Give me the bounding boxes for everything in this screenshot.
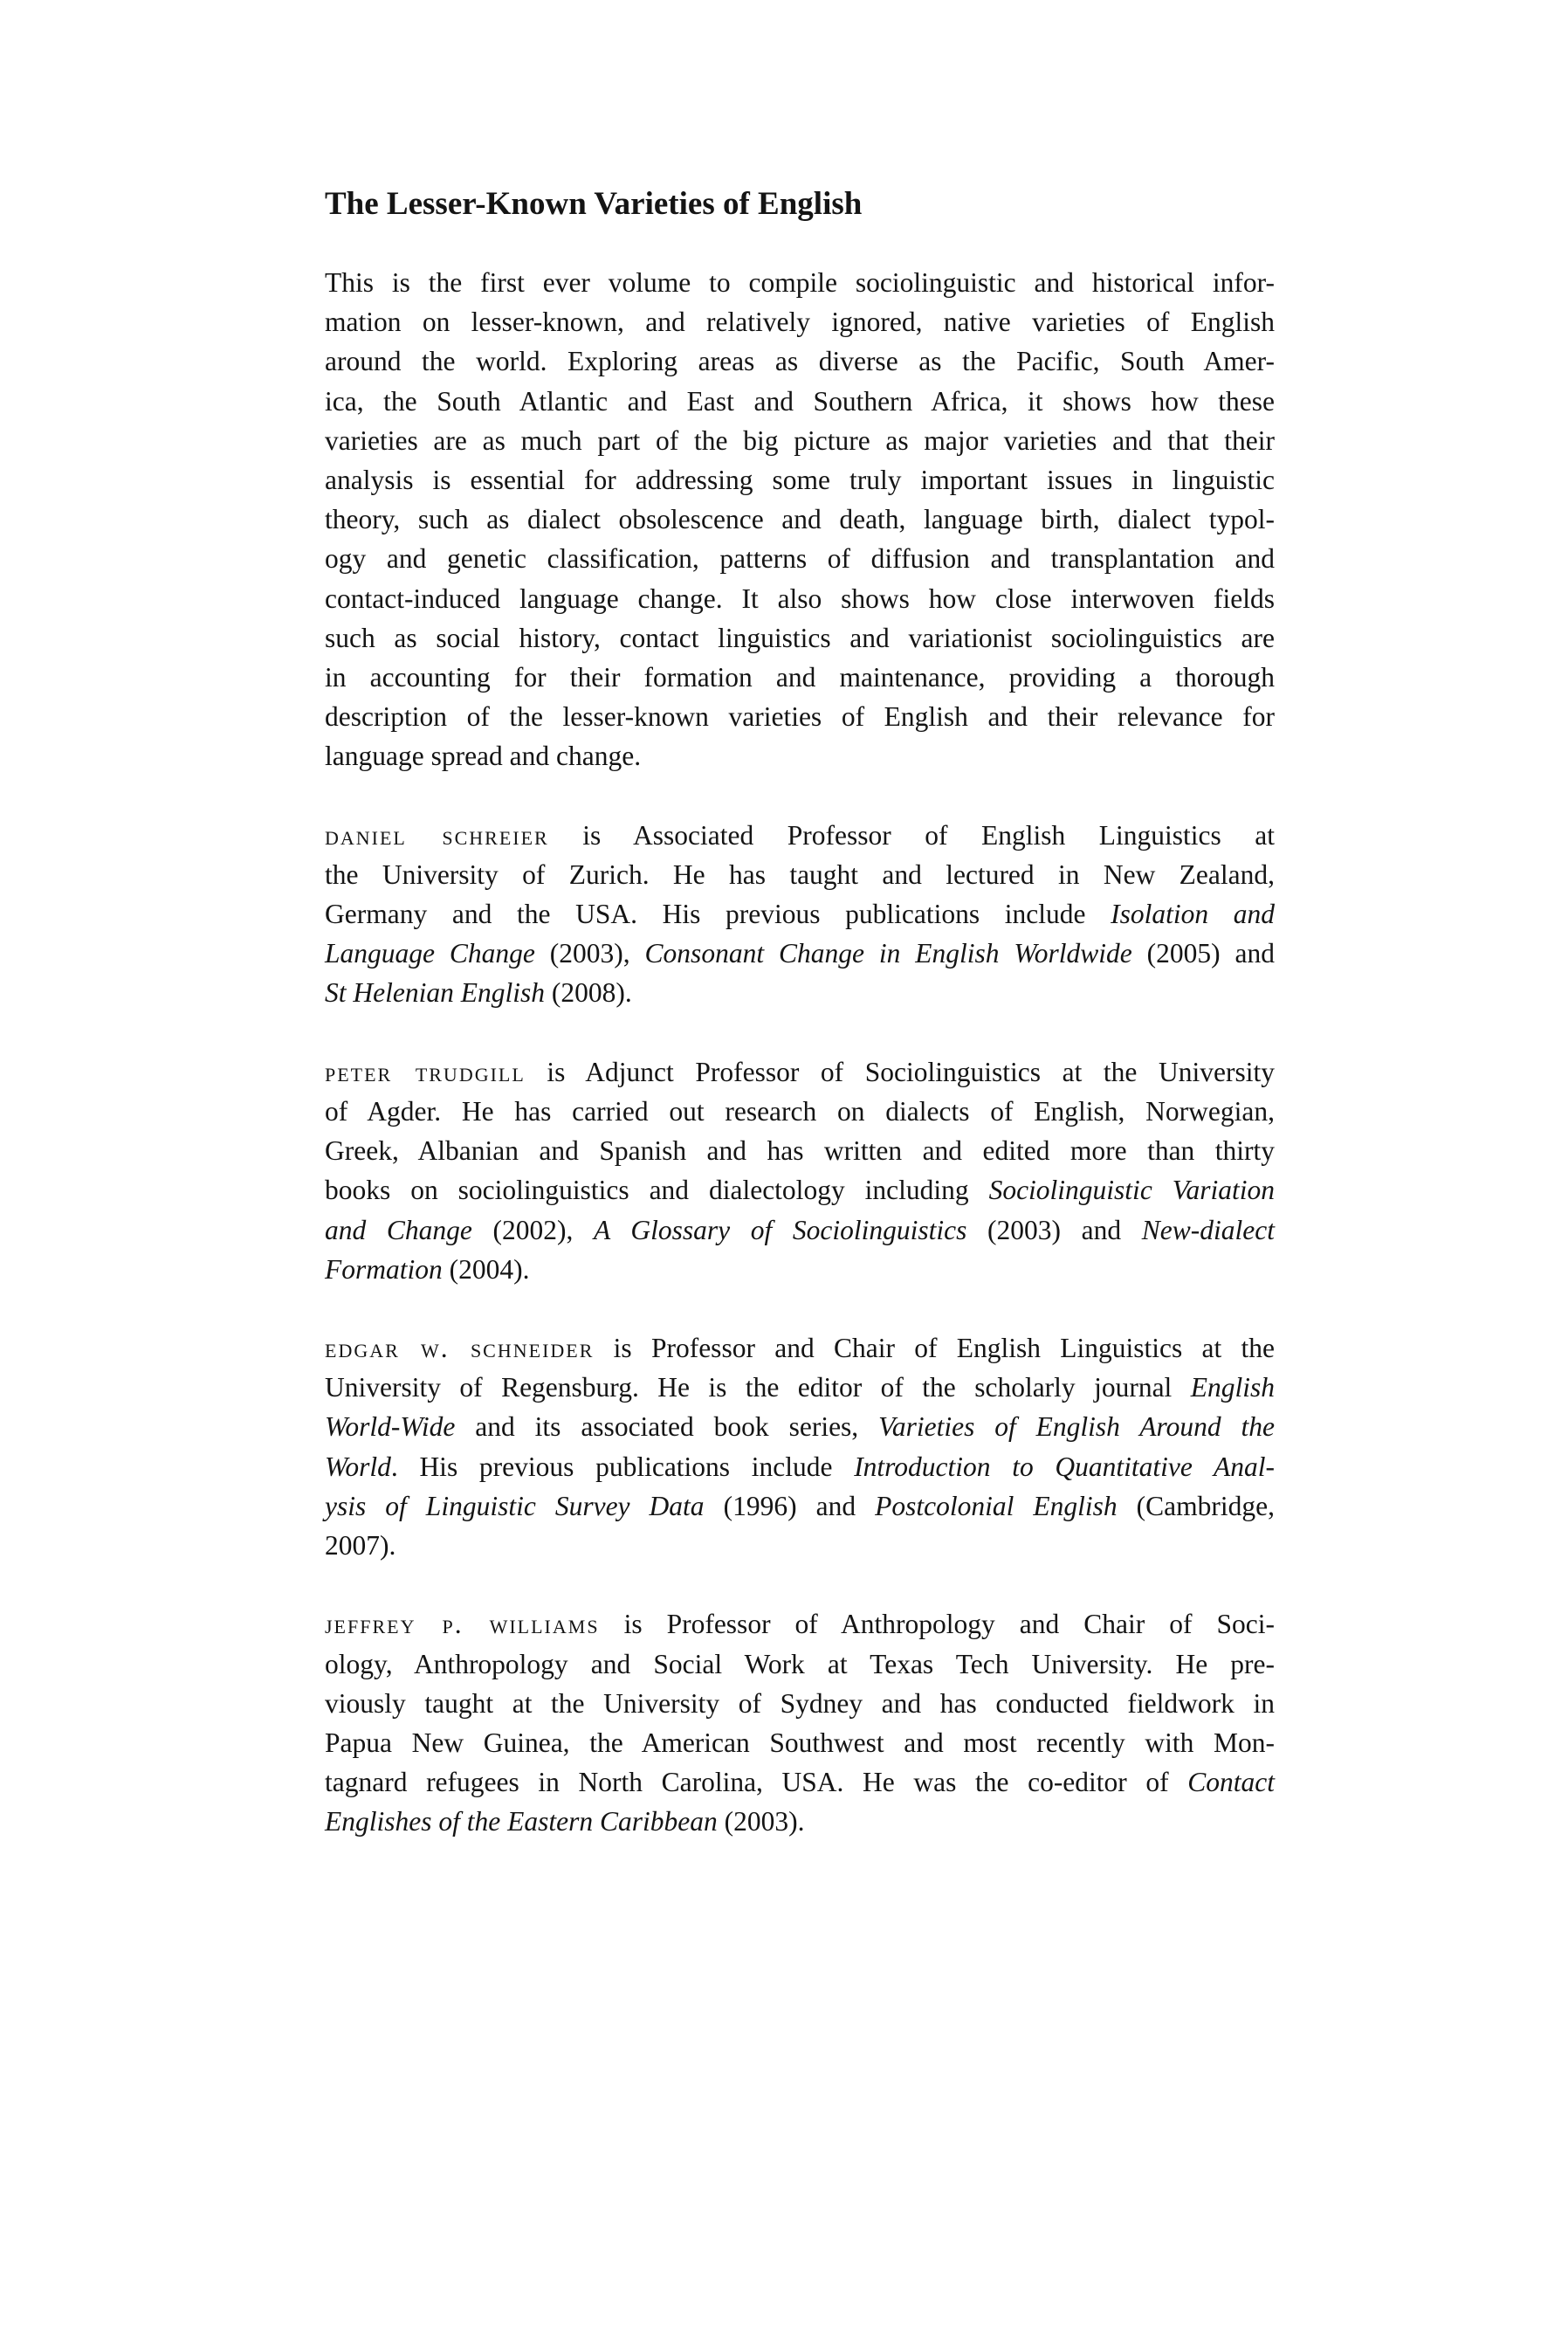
text-segment: (1996) and	[704, 1490, 876, 1521]
text-line	[325, 1486, 1275, 1526]
text-line	[325, 1447, 1275, 1486]
text-segment: (2004).	[442, 1253, 530, 1285]
text-line	[325, 1802, 1275, 1841]
text-segment: language spread and change.	[325, 741, 642, 772]
text-line	[325, 579, 1275, 618]
bio-edgar-schneider	[325, 1328, 1275, 1565]
text-segment: (2003) and	[966, 1214, 1142, 1245]
text-segment: (Cambridge,	[1117, 1490, 1275, 1521]
text-line	[325, 1684, 1275, 1723]
page-body	[325, 263, 1275, 1881]
text-line	[325, 1328, 1275, 1368]
text-line	[325, 1407, 1275, 1446]
text-segment: This is the first ever volume to compile sociolinguistic and historical infor-	[325, 267, 1275, 298]
text-segment: mation on lesser-known, and relatively ignored, native varieties of English	[325, 307, 1275, 338]
bio-jeffrey-williams	[325, 1604, 1275, 1841]
text-line	[325, 421, 1275, 460]
text-segment: in accounting for their formation and maintenance, providing a thorough	[325, 661, 1275, 693]
text-segment: is Professor of Anthropology and Chair of Soci-	[599, 1609, 1275, 1640]
italic-title: Varieties of English Around the	[878, 1411, 1275, 1443]
italic-title: Postcolonial English	[875, 1490, 1118, 1521]
italic-title: English	[1190, 1372, 1275, 1403]
text-segment: the University of Zurich. He has taught and lectured in New Zealand,	[325, 858, 1275, 890]
text-line	[325, 1092, 1275, 1131]
italic-title: Formation	[325, 1253, 443, 1285]
text-segment: Papua New Guinea, the American Southwest and most recently with Mon-	[325, 1727, 1275, 1758]
text-segment: of Agder. He has carried out research on dialects of English, Norwegian,	[325, 1095, 1275, 1127]
text-segment: books on sociolinguistics and dialectology including	[325, 1175, 989, 1206]
italic-title: World	[325, 1451, 391, 1482]
italic-title: Introduction to Quantitative Anal-	[854, 1451, 1275, 1482]
text-segment: (2003).	[717, 1806, 805, 1837]
text-line	[325, 618, 1275, 658]
text-segment: is Associated Professor of English Linguistics at	[548, 819, 1275, 851]
book-description	[325, 263, 1275, 776]
text-segment: theory, such as dialect obsolescence and death, language birth, dialect typol-	[325, 504, 1275, 535]
text-segment: analysis is essential for addressing some truly important issues in linguistic	[325, 464, 1275, 495]
text-line	[325, 500, 1275, 539]
author-name: jeffrey p. williams	[325, 1609, 600, 1640]
italic-title: World-Wide	[325, 1411, 456, 1443]
italic-title: Isolation and	[1111, 899, 1275, 929]
text-line	[325, 816, 1275, 855]
text-segment: 2007).	[325, 1530, 396, 1561]
author-name: edgar w. schneider	[325, 1333, 595, 1364]
text-line	[325, 1131, 1275, 1170]
italic-title: A Glossary of Sociolinguistics	[594, 1214, 967, 1245]
text-line	[325, 382, 1275, 421]
text-line	[325, 1762, 1275, 1802]
text-segment: (2005) and	[1131, 938, 1275, 969]
text-segment: ogy and genetic classification, patterns of diffusion and transplantation and	[325, 543, 1275, 575]
text-line	[325, 1170, 1275, 1210]
text-segment: is Professor and Chair of English Linguistics at the	[594, 1333, 1275, 1364]
text-line	[325, 973, 1275, 1012]
italic-title: New-dialect	[1141, 1214, 1275, 1245]
author-name: daniel schreier	[325, 819, 549, 851]
text-line	[325, 1210, 1275, 1250]
italic-title: Contact	[1187, 1767, 1275, 1798]
text-segment: is Adjunct Professor of Sociolinguistics at the University	[525, 1056, 1275, 1087]
text-line	[325, 341, 1275, 381]
author-name: peter trudgill	[325, 1056, 526, 1087]
text-line	[325, 1723, 1275, 1762]
text-line	[325, 1526, 1275, 1565]
italic-title: and Change	[325, 1214, 472, 1245]
text-segment: ology, Anthropology and Social Work at Texas Tech University. He pre-	[325, 1648, 1275, 1679]
text-line	[325, 539, 1275, 578]
text-line	[325, 1052, 1275, 1092]
text-line	[325, 855, 1275, 894]
text-line	[325, 1644, 1275, 1684]
text-segment: . His previous publications include	[390, 1451, 855, 1482]
text-segment: description of the lesser-known varieties of English and their relevance for	[325, 701, 1275, 733]
italic-title: Language Change	[325, 938, 535, 969]
text-segment: ica, the South Atlantic and East and Southern Africa, it shows how these	[325, 385, 1275, 417]
italic-title: Sociolinguistic Variation	[988, 1175, 1275, 1206]
text-segment: (2003),	[534, 938, 645, 969]
text-segment: University of Regensburg. He is the editor of the scholarly journal	[325, 1372, 1191, 1403]
bio-daniel-schreier	[325, 816, 1275, 1013]
text-line	[325, 658, 1275, 697]
text-line	[325, 1250, 1275, 1289]
text-line	[325, 697, 1275, 736]
italic-title: ysis of Linguistic Survey Data	[325, 1490, 705, 1521]
italic-title: St Helenian English	[325, 977, 545, 1009]
text-segment: contact-induced language change. It also shows how close interwoven fields	[325, 583, 1275, 614]
bio-peter-trudgill	[325, 1052, 1275, 1289]
text-segment: such as social history, contact linguistics and variationist sociolinguistics are	[325, 622, 1275, 653]
text-line	[325, 1604, 1275, 1644]
page-title: The Lesser-Known Varieties of English	[325, 186, 863, 222]
text-segment: varieties are as much part of the big picture as major varieties and that their	[325, 424, 1275, 456]
text-line	[325, 1368, 1275, 1407]
text-segment: viously taught at the University of Sydney and has conducted fieldwork in	[325, 1687, 1275, 1719]
text-line	[325, 934, 1275, 973]
text-line	[325, 302, 1275, 341]
text-line	[325, 736, 1275, 776]
text-segment: around the world. Exploring areas as diverse as the Pacific, South Amer-	[325, 346, 1275, 377]
text-segment: (2008).	[544, 977, 632, 1009]
italic-title: Consonant Change in English Worldwide	[644, 938, 1132, 969]
text-segment: (2002),	[471, 1214, 595, 1245]
text-line	[325, 263, 1275, 302]
text-segment: tagnard refugees in North Carolina, USA. He was the co-editor of	[325, 1767, 1188, 1798]
text-line	[325, 460, 1275, 500]
text-segment: and its associated book series,	[455, 1411, 879, 1443]
italic-title: Englishes of the Eastern Caribbean	[325, 1806, 718, 1837]
text-line	[325, 894, 1275, 934]
text-segment: Germany and the USA. His previous publications include	[325, 899, 1111, 929]
text-segment: Greek, Albanian and Spanish and has written and edited more than thirty	[325, 1135, 1275, 1167]
